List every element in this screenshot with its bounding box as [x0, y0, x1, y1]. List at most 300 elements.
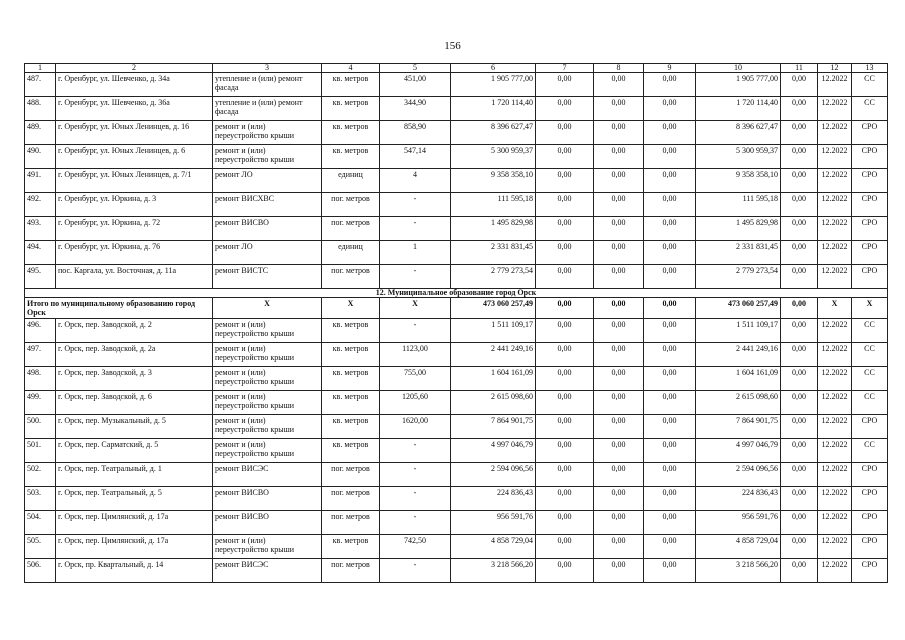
completion-date-cell: 12.2022: [818, 559, 852, 583]
column-number-header: 3: [213, 64, 322, 73]
fund-method-cell: СС: [852, 439, 888, 463]
owners-funds-cell: 2 331 831,45: [696, 241, 781, 265]
quantity-cell: -: [380, 439, 451, 463]
column-number-header: 11: [781, 64, 818, 73]
completion-date-cell: 12.2022: [818, 439, 852, 463]
quantity-cell: -: [380, 487, 451, 511]
specific-cost-cell: 0,00: [781, 511, 818, 535]
owners-funds-cell: 8 396 627,47: [696, 121, 781, 145]
owners-funds-cell: 4 997 046,79: [696, 439, 781, 463]
completion-date-cell: 12.2022: [818, 367, 852, 391]
completion-date-cell: 12.2022: [818, 217, 852, 241]
regional-budget-cell: 0,00: [594, 319, 644, 343]
unit-cell: кв. метров: [322, 97, 380, 121]
specific-cost-cell: 0,00: [781, 439, 818, 463]
local-budget-cell: 0,00: [644, 391, 696, 415]
local-budget-cell: 0,00: [644, 265, 696, 289]
completion-date-cell: 12.2022: [818, 487, 852, 511]
column-number-header: 2: [56, 64, 213, 73]
regional-budget-cell: 0,00: [594, 241, 644, 265]
address-cell: г. Оренбург, ул. Юркина, д. 72: [56, 217, 213, 241]
row-number: 495.: [25, 265, 56, 289]
address-cell: пос. Каргала, ул. Восточная, д. 11а: [56, 265, 213, 289]
table-row: [25, 121, 888, 145]
regional-budget-cell: 0,00: [594, 145, 644, 169]
total-cost-cell: 1 604 161,09: [451, 367, 536, 391]
table-row: [25, 463, 888, 487]
unit-cell: кв. метров: [322, 535, 380, 559]
quantity-cell: 755,00: [380, 367, 451, 391]
row-number: 493.: [25, 217, 56, 241]
fund-method-cell: СРО: [852, 217, 888, 241]
regional-budget-cell: 0,00: [594, 73, 644, 97]
table-row: [25, 97, 888, 121]
quantity-cell: 344,90: [380, 97, 451, 121]
unit-cell: кв. метров: [322, 415, 380, 439]
column-number-header: 12: [818, 64, 852, 73]
local-budget-cell: 0,00: [644, 73, 696, 97]
table-row: [25, 415, 888, 439]
specific-cost-cell: 0,00: [781, 193, 818, 217]
completion-date-cell: 12.2022: [818, 535, 852, 559]
local-budget-cell: 0,00: [644, 535, 696, 559]
owners-funds-cell: 4 858 729,04: [696, 535, 781, 559]
local-budget-cell: 0,00: [644, 193, 696, 217]
total-cost-cell: 1 720 114,40: [451, 97, 536, 121]
work-type-cell: ремонт и (или) переустройство крыши: [213, 439, 322, 463]
work-type-cell: ремонт ВИСХВС: [213, 193, 322, 217]
row-number: 494.: [25, 241, 56, 265]
specific-cost-cell: 0,00: [781, 463, 818, 487]
total-cost-cell: 1 495 829,98: [451, 217, 536, 241]
regional-budget-cell: 0,00: [594, 265, 644, 289]
specific-cost-cell: 0,00: [781, 487, 818, 511]
subtotal-x-cell: Х: [852, 298, 888, 319]
completion-date-cell: 12.2022: [818, 265, 852, 289]
work-type-cell: ремонт и (или) переустройство крыши: [213, 391, 322, 415]
quantity-cell: -: [380, 559, 451, 583]
quantity-cell: 858,90: [380, 121, 451, 145]
completion-date-cell: 12.2022: [818, 97, 852, 121]
column-number-header: 8: [594, 64, 644, 73]
owners-funds-cell: 1 604 161,09: [696, 367, 781, 391]
unit-cell: пог. метров: [322, 559, 380, 583]
completion-date-cell: 12.2022: [818, 463, 852, 487]
unit-cell: единиц: [322, 169, 380, 193]
row-number: 502.: [25, 463, 56, 487]
quantity-cell: 4: [380, 169, 451, 193]
owners-funds-cell: 1 495 829,98: [696, 217, 781, 241]
completion-date-cell: 12.2022: [818, 415, 852, 439]
fund-cell: 0,00: [536, 241, 594, 265]
table-row: [25, 391, 888, 415]
specific-cost-cell: 0,00: [781, 121, 818, 145]
completion-date-cell: 12.2022: [818, 343, 852, 367]
table-row: [25, 145, 888, 169]
subtotal-owners-funds: 473 060 257,49: [696, 298, 781, 319]
work-type-cell: ремонт ЛО: [213, 169, 322, 193]
completion-date-cell: 12.2022: [818, 169, 852, 193]
local-budget-cell: 0,00: [644, 415, 696, 439]
section-header-row: [25, 289, 888, 298]
regional-budget-cell: 0,00: [594, 343, 644, 367]
local-budget-cell: 0,00: [644, 145, 696, 169]
total-cost-cell: 111 595,18: [451, 193, 536, 217]
fund-method-cell: СРО: [852, 463, 888, 487]
table-row: [25, 319, 888, 343]
subtotal-row: [25, 298, 888, 319]
fund-method-cell: СРО: [852, 535, 888, 559]
total-cost-cell: 2 594 096,56: [451, 463, 536, 487]
unit-cell: кв. метров: [322, 319, 380, 343]
address-cell: г. Орск, пер. Заводской, д. 3: [56, 367, 213, 391]
fund-cell: 0,00: [536, 415, 594, 439]
address-cell: г. Орск, пер. Театральный, д. 1: [56, 463, 213, 487]
quantity-cell: -: [380, 217, 451, 241]
fund-cell: 0,00: [536, 535, 594, 559]
fund-cell: 0,00: [536, 391, 594, 415]
total-cost-cell: 224 836,43: [451, 487, 536, 511]
specific-cost-cell: 0,00: [781, 97, 818, 121]
subtotal-total-cost: 473 060 257,49: [451, 298, 536, 319]
local-budget-cell: 0,00: [644, 511, 696, 535]
table-row: [25, 241, 888, 265]
total-cost-cell: 8 396 627,47: [451, 121, 536, 145]
specific-cost-cell: 0,00: [781, 415, 818, 439]
row-number: 498.: [25, 367, 56, 391]
total-cost-cell: 2 615 098,60: [451, 391, 536, 415]
work-type-cell: ремонт ЛО: [213, 241, 322, 265]
row-number: 503.: [25, 487, 56, 511]
fund-method-cell: СС: [852, 367, 888, 391]
owners-funds-cell: 3 218 566,20: [696, 559, 781, 583]
quantity-cell: 451,00: [380, 73, 451, 97]
section-title: 12. Муниципальное образование город Орск: [25, 289, 888, 298]
fund-method-cell: СРО: [852, 241, 888, 265]
specific-cost-cell: 0,00: [781, 145, 818, 169]
row-number: 491.: [25, 169, 56, 193]
fund-cell: 0,00: [536, 439, 594, 463]
address-cell: г. Орск, пер. Заводской, д. 6: [56, 391, 213, 415]
column-number-row: [25, 64, 888, 73]
unit-cell: кв. метров: [322, 391, 380, 415]
row-number: 487.: [25, 73, 56, 97]
quantity-cell: -: [380, 265, 451, 289]
table-row: [25, 511, 888, 535]
regional-budget-cell: 0,00: [594, 487, 644, 511]
specific-cost-cell: 0,00: [781, 169, 818, 193]
row-number: 499.: [25, 391, 56, 415]
regional-budget-cell: 0,00: [594, 169, 644, 193]
owners-funds-cell: 5 300 959,37: [696, 145, 781, 169]
row-number: 505.: [25, 535, 56, 559]
column-number-header: 10: [696, 64, 781, 73]
address-cell: г. Оренбург, ул. Юных Ленинцев, д. 6: [56, 145, 213, 169]
regional-budget-cell: 0,00: [594, 535, 644, 559]
fund-method-cell: СС: [852, 391, 888, 415]
fund-cell: 0,00: [536, 511, 594, 535]
total-cost-cell: 2 779 273,54: [451, 265, 536, 289]
subtotal-x-cell: Х: [380, 298, 451, 319]
row-number: 497.: [25, 343, 56, 367]
fund-method-cell: СС: [852, 343, 888, 367]
address-cell: г. Оренбург, ул. Шевченко, д. 34а: [56, 73, 213, 97]
quantity-cell: 742,50: [380, 535, 451, 559]
row-number: 489.: [25, 121, 56, 145]
owners-funds-cell: 111 595,18: [696, 193, 781, 217]
column-number-header: 4: [322, 64, 380, 73]
subtotal-x-cell: Х: [213, 298, 322, 319]
subtotal-x-cell: Х: [818, 298, 852, 319]
address-cell: г. Орск, пр. Квартальный, д. 14: [56, 559, 213, 583]
local-budget-cell: 0,00: [644, 97, 696, 121]
total-cost-cell: 2 441 249,16: [451, 343, 536, 367]
regional-budget-cell: 0,00: [594, 121, 644, 145]
table-row: [25, 73, 888, 97]
row-number: 504.: [25, 511, 56, 535]
work-type-cell: ремонт ВИСТС: [213, 265, 322, 289]
local-budget-cell: 0,00: [644, 439, 696, 463]
table-row: [25, 367, 888, 391]
row-number: 490.: [25, 145, 56, 169]
row-number: 501.: [25, 439, 56, 463]
work-type-cell: ремонт и (или) переустройство крыши: [213, 343, 322, 367]
regional-budget-cell: 0,00: [594, 391, 644, 415]
completion-date-cell: 12.2022: [818, 511, 852, 535]
total-cost-cell: 3 218 566,20: [451, 559, 536, 583]
unit-cell: кв. метров: [322, 73, 380, 97]
owners-funds-cell: 956 591,76: [696, 511, 781, 535]
column-number-header: 13: [852, 64, 888, 73]
quantity-cell: -: [380, 193, 451, 217]
column-number-header: 6: [451, 64, 536, 73]
row-number: 496.: [25, 319, 56, 343]
quantity-cell: -: [380, 511, 451, 535]
work-type-cell: ремонт ВИСВО: [213, 511, 322, 535]
fund-cell: 0,00: [536, 193, 594, 217]
work-type-cell: ремонт и (или) переустройство крыши: [213, 535, 322, 559]
quantity-cell: 1: [380, 241, 451, 265]
local-budget-cell: 0,00: [644, 319, 696, 343]
total-cost-cell: 7 864 901,75: [451, 415, 536, 439]
regional-budget-cell: 0,00: [594, 97, 644, 121]
subtotal-fund: 0,00: [536, 298, 594, 319]
fund-method-cell: СС: [852, 97, 888, 121]
owners-funds-cell: 2 615 098,60: [696, 391, 781, 415]
work-type-cell: утепление и (или) ремонт фасада: [213, 73, 322, 97]
fund-method-cell: СРО: [852, 265, 888, 289]
row-number: 500.: [25, 415, 56, 439]
unit-cell: пог. метров: [322, 193, 380, 217]
regional-budget-cell: 0,00: [594, 463, 644, 487]
completion-date-cell: 12.2022: [818, 193, 852, 217]
quantity-cell: -: [380, 463, 451, 487]
work-type-cell: ремонт и (или) переустройство крыши: [213, 367, 322, 391]
local-budget-cell: 0,00: [644, 217, 696, 241]
address-cell: г. Орск, пер. Театральный, д. 5: [56, 487, 213, 511]
fund-cell: 0,00: [536, 121, 594, 145]
address-cell: г. Орск, пер. Заводской, д. 2: [56, 319, 213, 343]
subtotal-x-cell: Х: [322, 298, 380, 319]
total-cost-cell: 4 858 729,04: [451, 535, 536, 559]
completion-date-cell: 12.2022: [818, 319, 852, 343]
work-type-cell: ремонт и (или) переустройство крыши: [213, 145, 322, 169]
regional-budget-cell: 0,00: [594, 511, 644, 535]
address-cell: г. Оренбург, ул. Юных Ленинцев, д. 7/1: [56, 169, 213, 193]
address-cell: г. Оренбург, ул. Шевченко, д. 36а: [56, 97, 213, 121]
fund-method-cell: СРО: [852, 511, 888, 535]
owners-funds-cell: 2 594 096,56: [696, 463, 781, 487]
unit-cell: пог. метров: [322, 511, 380, 535]
fund-method-cell: СРО: [852, 193, 888, 217]
unit-cell: кв. метров: [322, 343, 380, 367]
fund-cell: 0,00: [536, 463, 594, 487]
work-type-cell: утепление и (или) ремонт фасада: [213, 97, 322, 121]
fund-cell: 0,00: [536, 319, 594, 343]
completion-date-cell: 12.2022: [818, 73, 852, 97]
column-number-header: 7: [536, 64, 594, 73]
work-type-cell: ремонт и (или) переустройство крыши: [213, 121, 322, 145]
quantity-cell: 1123,00: [380, 343, 451, 367]
work-type-cell: ремонт ВИСЭС: [213, 463, 322, 487]
completion-date-cell: 12.2022: [818, 121, 852, 145]
fund-cell: 0,00: [536, 145, 594, 169]
unit-cell: пог. метров: [322, 217, 380, 241]
regional-budget-cell: 0,00: [594, 193, 644, 217]
column-number-header: 5: [380, 64, 451, 73]
page-number: 156: [444, 40, 461, 52]
specific-cost-cell: 0,00: [781, 73, 818, 97]
unit-cell: кв. метров: [322, 145, 380, 169]
completion-date-cell: 12.2022: [818, 145, 852, 169]
row-number: 506.: [25, 559, 56, 583]
fund-method-cell: СРО: [852, 487, 888, 511]
regional-budget-cell: 0,00: [594, 367, 644, 391]
specific-cost-cell: 0,00: [781, 367, 818, 391]
owners-funds-cell: 1 905 777,00: [696, 73, 781, 97]
fund-cell: 0,00: [536, 487, 594, 511]
fund-cell: 0,00: [536, 559, 594, 583]
unit-cell: пог. метров: [322, 463, 380, 487]
quantity-cell: -: [380, 319, 451, 343]
address-cell: г. Оренбург, ул. Юных Ленинцев, д. 16: [56, 121, 213, 145]
work-type-cell: ремонт ВИСВО: [213, 487, 322, 511]
fund-cell: 0,00: [536, 73, 594, 97]
owners-funds-cell: 9 358 358,10: [696, 169, 781, 193]
table-row: [25, 193, 888, 217]
address-cell: г. Оренбург, ул. Юркина, д. 3: [56, 193, 213, 217]
local-budget-cell: 0,00: [644, 241, 696, 265]
quantity-cell: 547,14: [380, 145, 451, 169]
quantity-cell: 1205,60: [380, 391, 451, 415]
total-cost-cell: 4 997 046,79: [451, 439, 536, 463]
subtotal-local-budget: 0,00: [644, 298, 696, 319]
table-body: [25, 64, 888, 583]
unit-cell: кв. метров: [322, 439, 380, 463]
owners-funds-cell: 2 441 249,16: [696, 343, 781, 367]
quantity-cell: 1620,00: [380, 415, 451, 439]
total-cost-cell: 1 905 777,00: [451, 73, 536, 97]
owners-funds-cell: 7 864 901,75: [696, 415, 781, 439]
fund-method-cell: СРО: [852, 559, 888, 583]
completion-date-cell: 12.2022: [818, 241, 852, 265]
local-budget-cell: 0,00: [644, 367, 696, 391]
owners-funds-cell: 1 511 109,17: [696, 319, 781, 343]
table-row: [25, 535, 888, 559]
address-cell: г. Орск, пер. Цимлянский, д. 17а: [56, 511, 213, 535]
fund-cell: 0,00: [536, 217, 594, 241]
specific-cost-cell: 0,00: [781, 241, 818, 265]
specific-cost-cell: 0,00: [781, 391, 818, 415]
column-number-header: 9: [644, 64, 696, 73]
fund-method-cell: СРО: [852, 169, 888, 193]
owners-funds-cell: 2 779 273,54: [696, 265, 781, 289]
address-cell: г. Орск, пер. Музыкальный, д. 5: [56, 415, 213, 439]
total-cost-cell: 5 300 959,37: [451, 145, 536, 169]
fund-method-cell: СРО: [852, 121, 888, 145]
regional-budget-cell: 0,00: [594, 217, 644, 241]
table-row: [25, 217, 888, 241]
subtotal-regional-budget: 0,00: [594, 298, 644, 319]
local-budget-cell: 0,00: [644, 487, 696, 511]
local-budget-cell: 0,00: [644, 343, 696, 367]
work-type-cell: ремонт ВИСЭС: [213, 559, 322, 583]
subtotal-specific-cost: 0,00: [781, 298, 818, 319]
unit-cell: кв. метров: [322, 121, 380, 145]
fund-cell: 0,00: [536, 97, 594, 121]
work-type-cell: ремонт и (или) переустройство крыши: [213, 319, 322, 343]
fund-cell: 0,00: [536, 169, 594, 193]
table-row: [25, 559, 888, 583]
total-cost-cell: 9 358 358,10: [451, 169, 536, 193]
fund-cell: 0,00: [536, 265, 594, 289]
regional-budget-cell: 0,00: [594, 439, 644, 463]
total-cost-cell: 2 331 831,45: [451, 241, 536, 265]
address-cell: г. Оренбург, ул. Юркина, д. 76: [56, 241, 213, 265]
owners-funds-cell: 224 836,43: [696, 487, 781, 511]
table-row: [25, 439, 888, 463]
specific-cost-cell: 0,00: [781, 265, 818, 289]
unit-cell: кв. метров: [322, 367, 380, 391]
regional-budget-cell: 0,00: [594, 415, 644, 439]
fund-method-cell: СС: [852, 319, 888, 343]
fund-method-cell: СРО: [852, 415, 888, 439]
work-type-cell: ремонт и (или) переустройство крыши: [213, 415, 322, 439]
row-number: 492.: [25, 193, 56, 217]
address-cell: г. Орск, пер. Сарматский, д. 5: [56, 439, 213, 463]
specific-cost-cell: 0,00: [781, 217, 818, 241]
local-budget-cell: 0,00: [644, 559, 696, 583]
total-cost-cell: 956 591,76: [451, 511, 536, 535]
fund-cell: 0,00: [536, 367, 594, 391]
local-budget-cell: 0,00: [644, 121, 696, 145]
total-cost-cell: 1 511 109,17: [451, 319, 536, 343]
completion-date-cell: 12.2022: [818, 391, 852, 415]
address-cell: г. Орск, пер. Заводской, д. 2а: [56, 343, 213, 367]
table-row: [25, 343, 888, 367]
specific-cost-cell: 0,00: [781, 343, 818, 367]
unit-cell: пог. метров: [322, 487, 380, 511]
fund-method-cell: СРО: [852, 145, 888, 169]
specific-cost-cell: 0,00: [781, 319, 818, 343]
subtotal-label: Итого по муниципальному образованию город Орск: [25, 298, 213, 319]
unit-cell: пог. метров: [322, 265, 380, 289]
address-cell: г. Орск, пер. Цимлянский, д. 17а: [56, 535, 213, 559]
table-row: [25, 169, 888, 193]
table-row: [25, 265, 888, 289]
local-budget-cell: 0,00: [644, 463, 696, 487]
row-number: 488.: [25, 97, 56, 121]
